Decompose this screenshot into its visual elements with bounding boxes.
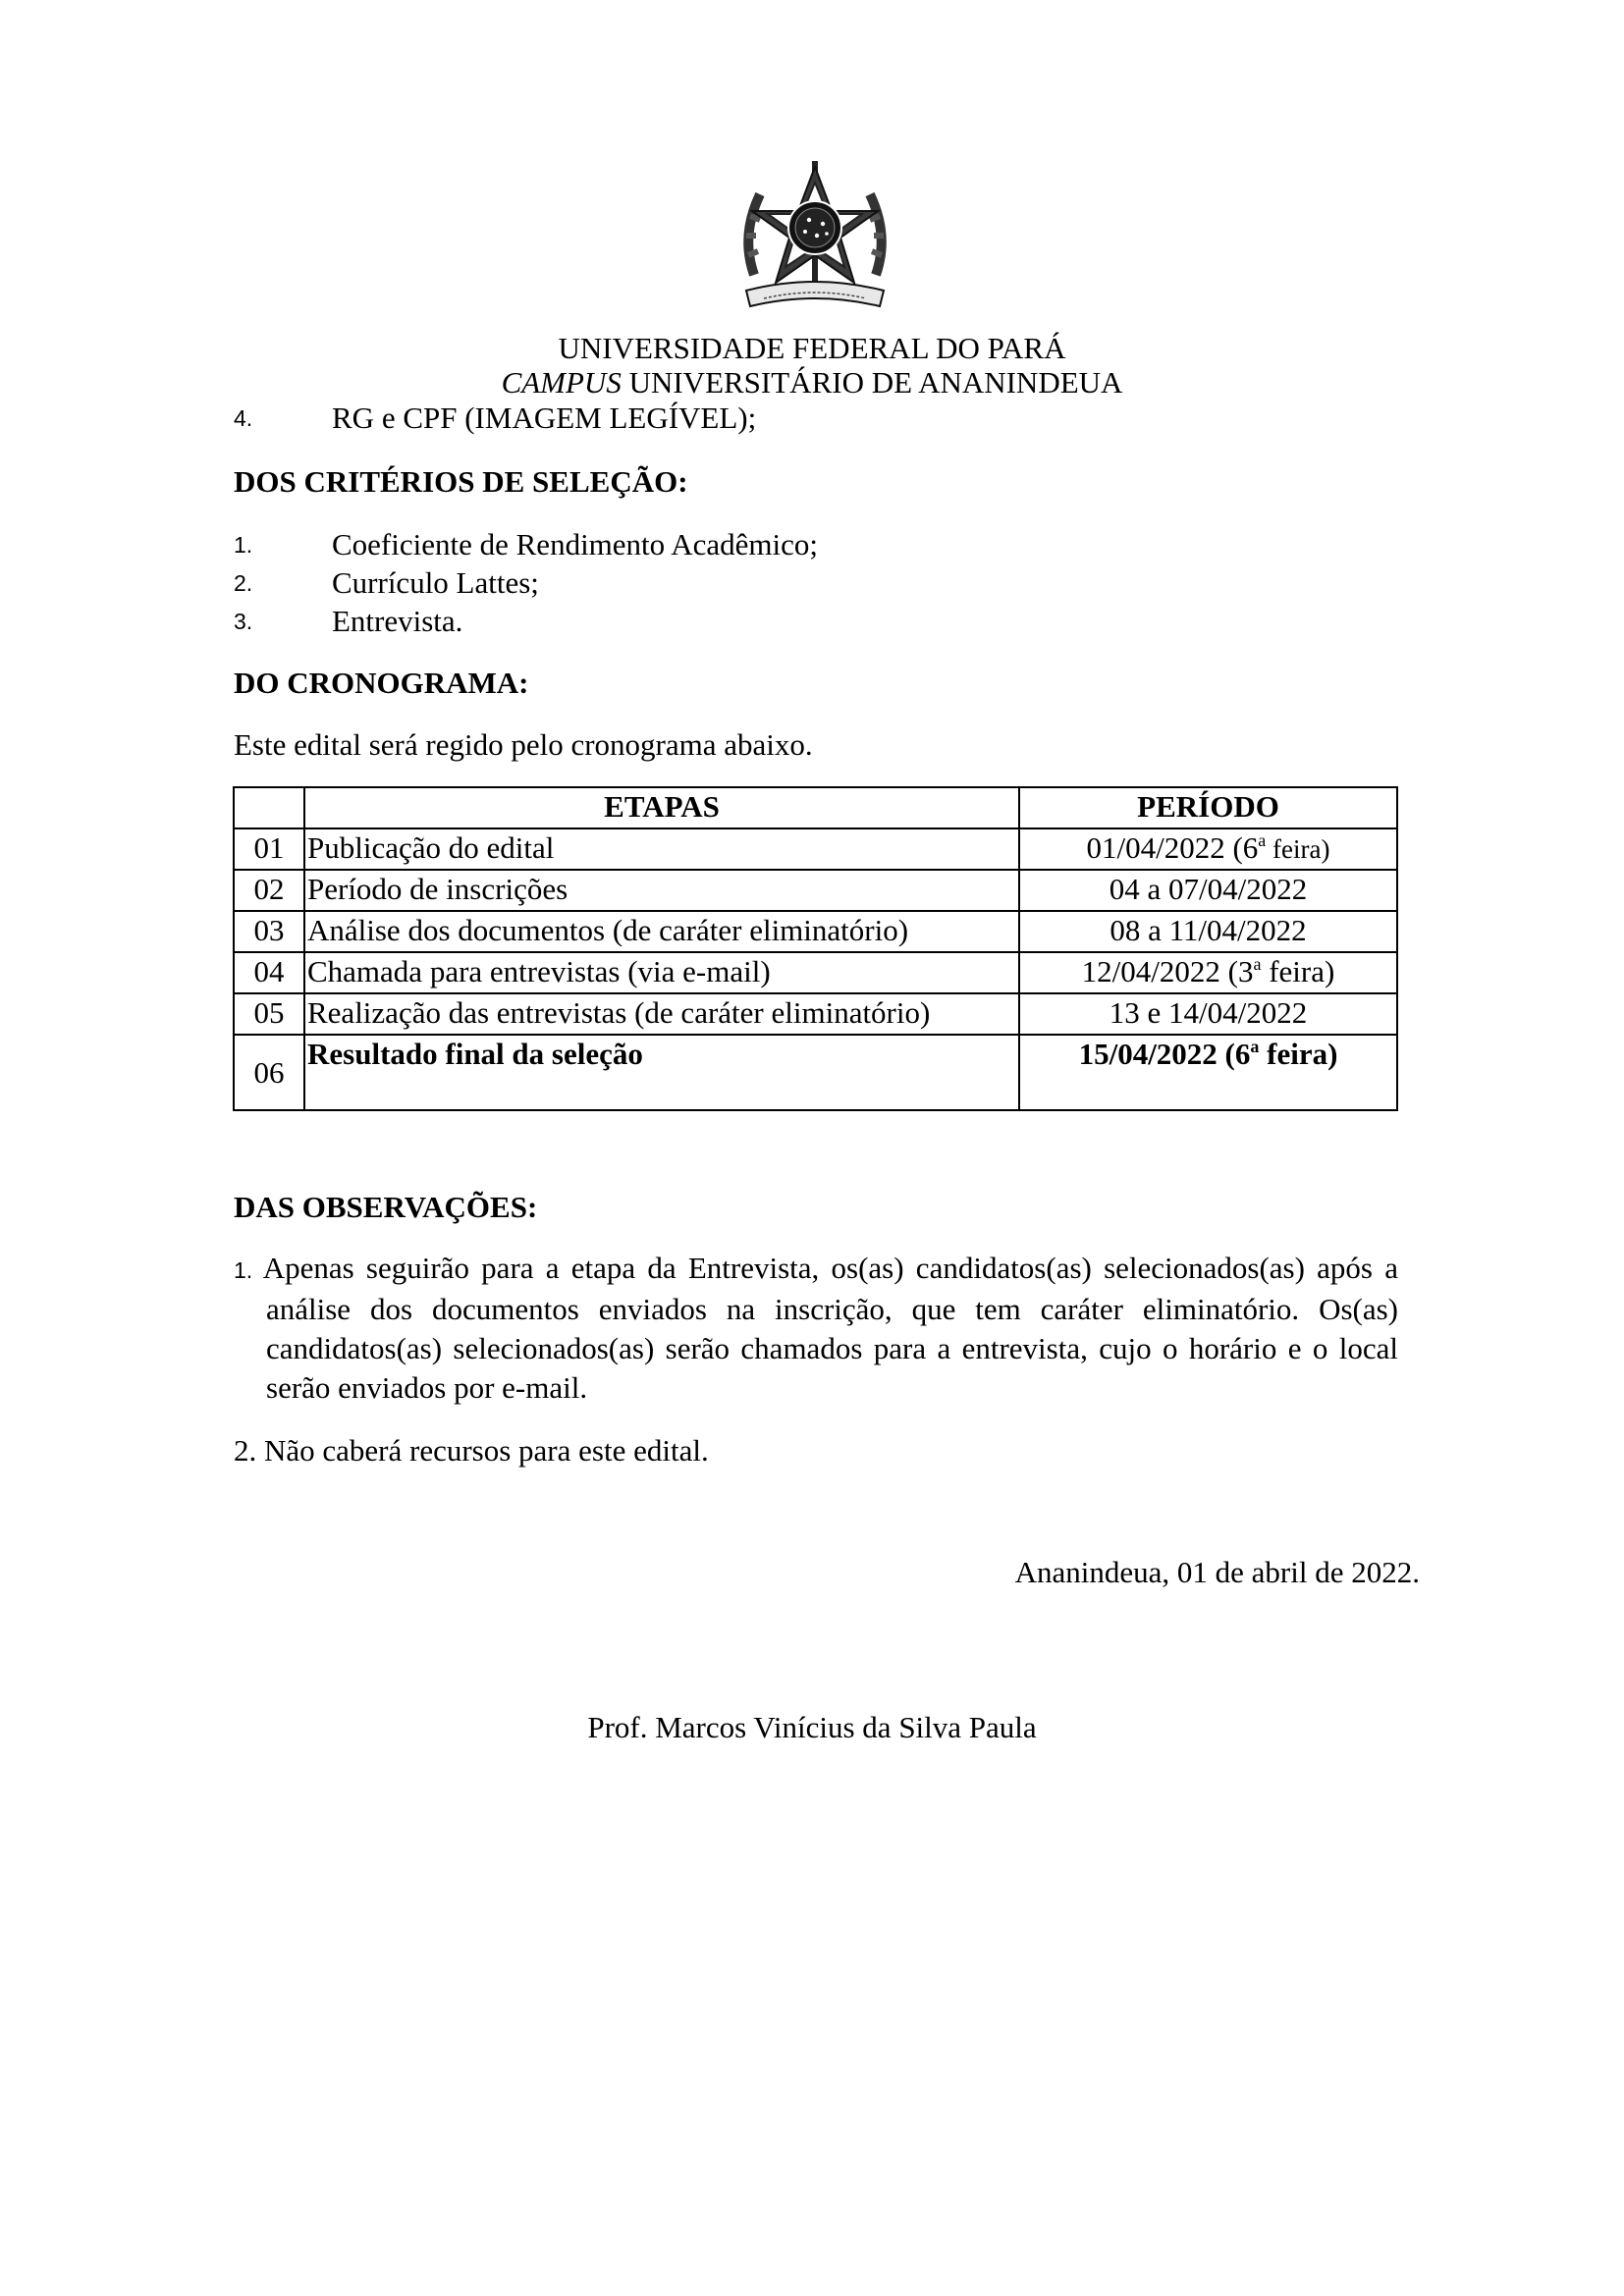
row-number: 06	[234, 1035, 304, 1110]
campus-name	[0, 366, 1624, 400]
table-row	[234, 1035, 1397, 1110]
header-cell-periodo: PERÍODO	[1019, 787, 1397, 828]
row-etapa: Análise dos documentos (de caráter eliminatório)	[304, 911, 1019, 952]
list-item-text: Currículo Lattes;	[332, 565, 539, 600]
observation-item	[234, 1249, 1398, 1408]
list-item-text: Apenas seguirão para a etapa da Entrevista, os(as) candidatos(as) selecionados(as) após a análise dos documentos enviados na inscrição, que tem caráter eliminatório. Os(as) candidatos(as) selecionados(as) serão chamados para a entrevista, cujo o horário e o local serão enviados por e-mail.	[262, 1251, 1398, 1405]
row-periodo: 13 e 14/04/2022	[1019, 993, 1397, 1035]
row-etapa: Período de inscrições	[304, 870, 1019, 911]
list-item-number: 4.	[234, 405, 253, 431]
criteria-heading: DOS CRITÉRIOS DE SELEÇÃO:	[234, 464, 688, 499]
row-periodo: 08 a 11/04/2022	[1019, 911, 1397, 952]
campus-rest: UNIVERSITÁRIO DE ANANINDEUA	[621, 365, 1123, 400]
table-row	[234, 952, 1397, 993]
row-periodo: 01/04/2022 (6$^a$ feira)	[1019, 828, 1397, 870]
list-item-number: 2.	[234, 1433, 257, 1468]
row-number: 04	[234, 952, 304, 993]
schedule-table	[233, 786, 1398, 1111]
row-periodo: 04 a 07/04/2022	[1019, 870, 1397, 911]
schedule-heading: DO CRONOGRAMA:	[234, 666, 529, 700]
place-date: Ananindeua, 01 de abril de 2022.	[1014, 1555, 1420, 1589]
row-etapa: Resultado final da seleção	[304, 1035, 1019, 1110]
table-row	[234, 828, 1397, 870]
list-item-number: 1.	[234, 532, 253, 558]
observation-item	[234, 1431, 1398, 1470]
table-header-row	[234, 787, 1397, 828]
row-number: 01	[234, 828, 304, 870]
observations-heading: DAS OBSERVAÇÕES:	[234, 1190, 538, 1224]
row-etapa: Realização das entrevistas (de caráter eliminatório)	[304, 993, 1019, 1035]
schedule-intro: Este edital será regido pelo cronograma abaixo.	[234, 727, 813, 762]
brazil-coat-of-arms-icon	[734, 157, 895, 314]
row-etapa: Chamada para entrevistas (via e-mail)	[304, 952, 1019, 993]
table-row	[234, 870, 1397, 911]
list-item-number: 2.	[234, 570, 253, 596]
list-item-text: Entrevista.	[332, 604, 463, 638]
row-periodo: 12/04/2022 (3$^a$ feira)	[1019, 952, 1397, 993]
header-cell-etapas: ETAPAS	[304, 787, 1019, 828]
row-number: 02	[234, 870, 304, 911]
list-item-text: Não caberá recursos para este edital.	[264, 1433, 709, 1468]
row-number: 03	[234, 911, 304, 952]
header-cell-number	[234, 787, 304, 828]
row-etapa: Publicação do edital	[304, 828, 1019, 870]
signature-name: Prof. Marcos Vinícius da Silva Paula	[587, 1710, 1037, 1744]
list-item-text: RG e CPF (IMAGEM LEGÍVEL);	[332, 400, 757, 435]
row-periodo: 15/04/2022 (6$^a$ feira)	[1019, 1035, 1397, 1110]
table-row	[234, 911, 1397, 952]
list-item-number: 1.	[234, 1257, 253, 1283]
university-name: UNIVERSIDADE FEDERAL DO PARÁ	[558, 331, 1066, 365]
table-row	[234, 993, 1397, 1035]
campus-label: CAMPUS	[501, 365, 622, 400]
list-item-text: Coeficiente de Rendimento Acadêmico;	[332, 527, 818, 561]
row-number: 05	[234, 993, 304, 1035]
list-item-number: 3.	[234, 609, 253, 634]
